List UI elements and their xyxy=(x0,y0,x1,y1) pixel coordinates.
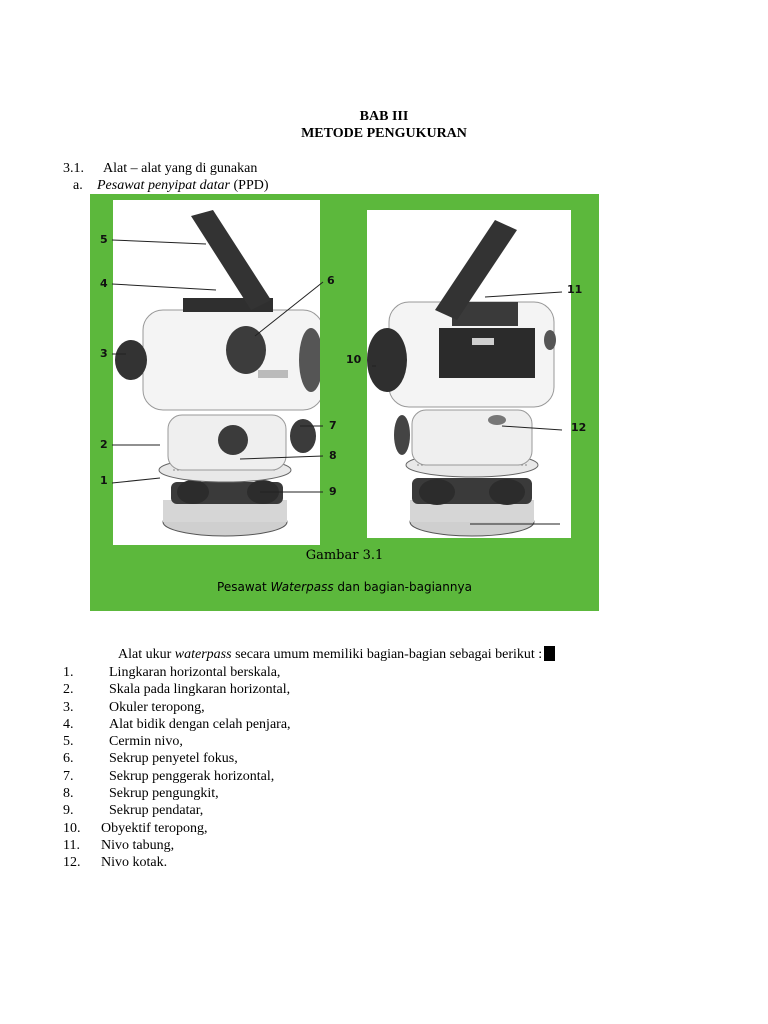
callout-label-4: 4 xyxy=(100,277,108,290)
list-item: 1. Lingkaran horizontal berskala, xyxy=(63,665,281,680)
callout-label-6: 6 xyxy=(327,274,335,287)
intro-suffix: secara umum memiliki bagian-bagian sebagai berikut : xyxy=(231,647,543,662)
parts-list xyxy=(63,664,291,872)
section-heading xyxy=(63,160,257,177)
subsection-heading xyxy=(73,177,269,194)
callout-label-10: 10 xyxy=(346,353,362,366)
text-cursor xyxy=(544,646,555,661)
subsection-title-suffix: (PPD) xyxy=(230,178,269,193)
figure-subcaption-italic: Waterpass xyxy=(270,580,334,594)
figure-panel xyxy=(90,194,599,611)
callout-label-8: 8 xyxy=(329,449,337,462)
list-item: 12. Nivo kotak. xyxy=(63,855,168,871)
list-item: 2. Skala pada lingkaran horizontal, xyxy=(63,682,291,698)
list-item: 9. Sekrup pendatar, xyxy=(63,803,204,819)
callout-label-11: 11 xyxy=(567,283,583,296)
callout-label-5: 5 xyxy=(100,233,108,246)
chapter-heading xyxy=(0,108,768,142)
list-item: 5. Cermin nivo, xyxy=(63,734,183,750)
callout-label-3: 3 xyxy=(100,347,108,360)
figure-subcaption-suffix: dan bagian-bagiannya xyxy=(333,580,472,594)
callout-label-9: 9 xyxy=(329,485,337,498)
figure-caption: Gambar 3.1 xyxy=(305,548,384,563)
subsection-letter: a. xyxy=(73,178,83,193)
section-title: Alat – alat yang di gunakan xyxy=(103,161,258,176)
chapter-title: METODE PENGUKURAN xyxy=(301,126,467,141)
section-number: 3.1. xyxy=(63,161,84,176)
callout-label-1: 1 xyxy=(100,474,108,487)
figure-subcaption-prefix: Pesawat xyxy=(217,580,271,594)
callout-label-2: 2 xyxy=(100,438,108,451)
list-item: 6. Sekrup penyetel fokus, xyxy=(63,751,238,767)
list-item: 10. Obyektif teropong, xyxy=(63,820,208,836)
intro-paragraph xyxy=(118,646,555,663)
list-item: 4. Alat bidik dengan celah penjara, xyxy=(63,716,291,732)
list-item: 7. Sekrup penggerak horizontal, xyxy=(63,768,275,784)
chapter-number: BAB III xyxy=(359,109,409,124)
intro-prefix: Alat ukur xyxy=(118,647,175,662)
callout-label-7: 7 xyxy=(329,419,337,432)
list-item: 3. Okuler teropong, xyxy=(63,699,205,715)
figure-subcaption xyxy=(90,580,599,594)
intro-italic: waterpass xyxy=(174,647,232,662)
callout-label-12: 12 xyxy=(571,421,587,434)
list-item: 8. Sekrup pengungkit, xyxy=(63,786,219,802)
list-item: 11. Nivo tabung, xyxy=(63,837,175,853)
subsection-title-italic: Pesawat penyipat datar xyxy=(97,178,230,193)
